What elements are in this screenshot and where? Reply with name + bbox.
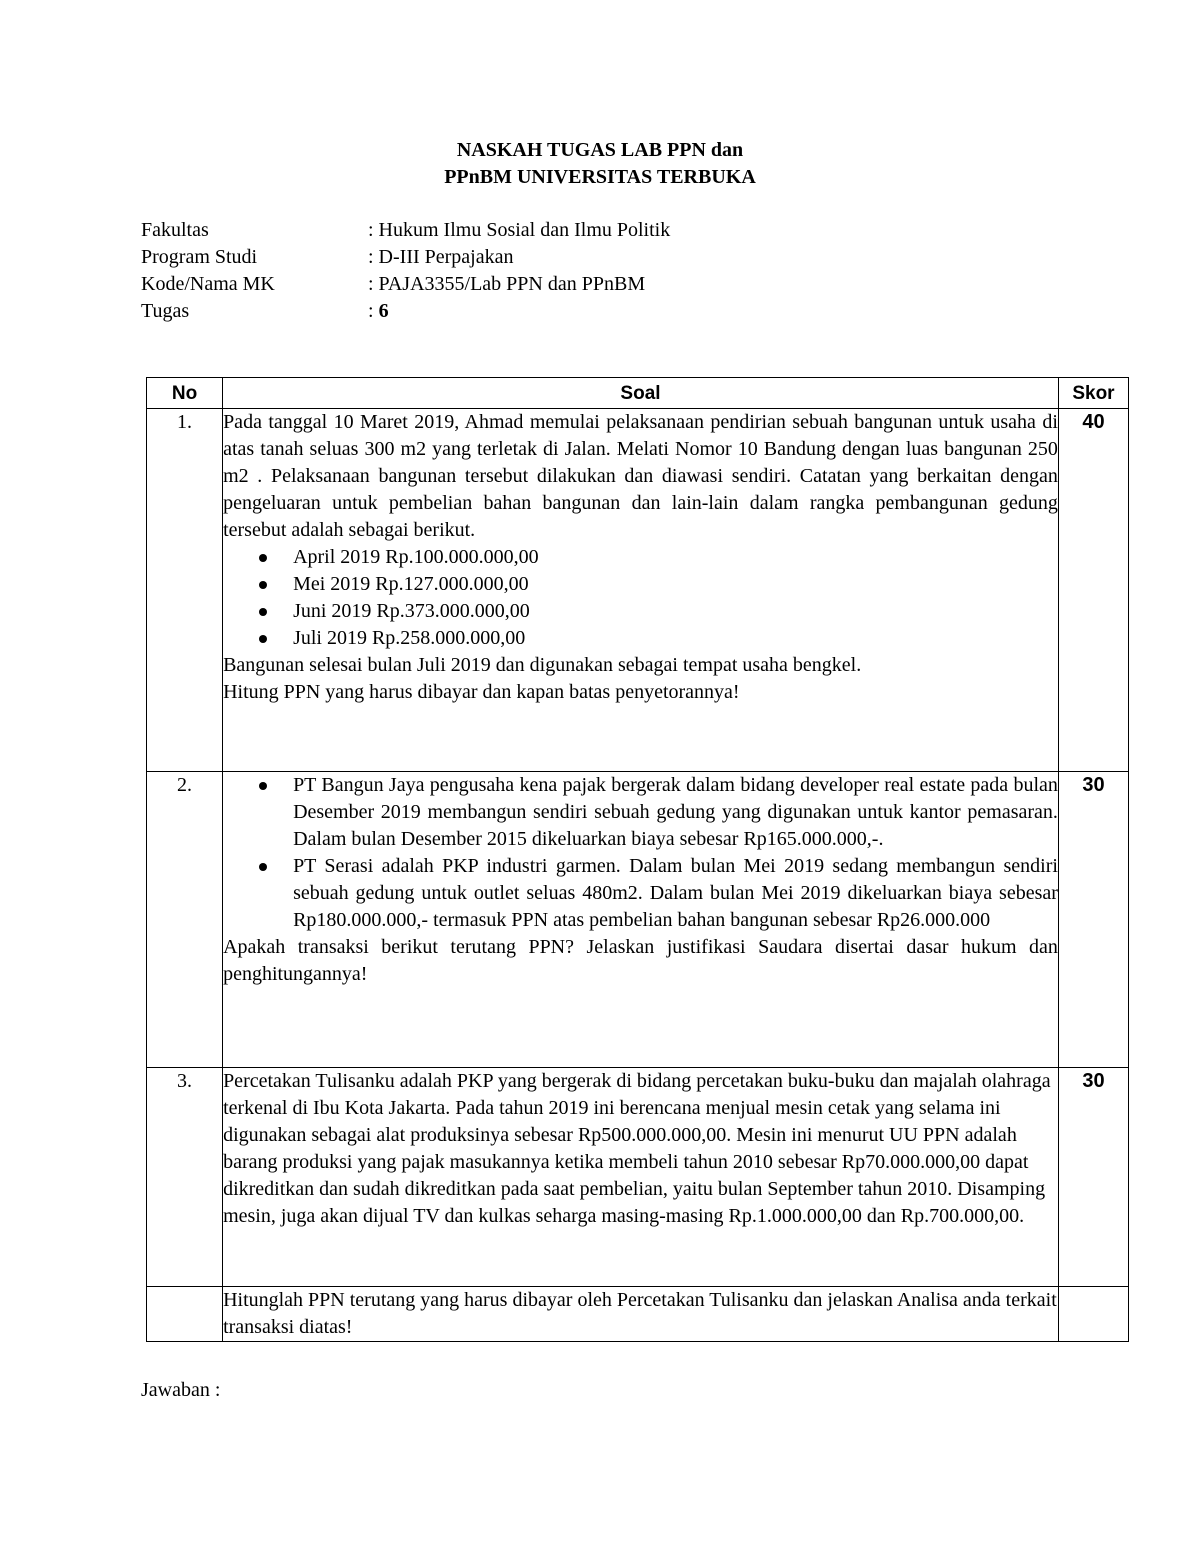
meta-row-tugas	[141, 298, 670, 325]
list-item-text: April 2019 Rp.100.000.000,00	[293, 546, 539, 568]
meta-value: 6	[378, 300, 389, 322]
question-instruction: Apakah transaksi berikut terutang PPN? Jelaskan justifikasi Saudara disertai dasar hukum dan penghitungannya!	[223, 936, 1058, 985]
table-row	[147, 1068, 1129, 1287]
course-info	[141, 217, 670, 325]
question-text	[223, 1068, 1059, 1287]
meta-row-kode-mk	[141, 271, 670, 298]
meta-separator: :	[368, 300, 379, 322]
bullet-icon	[259, 782, 267, 790]
question-number-empty	[147, 1287, 223, 1342]
meta-label: Fakultas	[141, 219, 209, 241]
bullet-icon	[259, 635, 267, 643]
table-row	[147, 772, 1129, 1068]
bullet-icon	[259, 863, 267, 871]
meta-label: Program Studi	[141, 246, 258, 268]
header-skor: Skor	[1058, 378, 1128, 409]
expense-list	[223, 544, 1058, 652]
question-text	[223, 1287, 1059, 1342]
question-instruction: Hitung PPN yang harus dibayar dan kapan batas penyetorannya!	[223, 681, 740, 703]
header-soal: Soal	[223, 378, 1059, 409]
bullet-icon	[259, 554, 267, 562]
list-item-text: Mei 2019 Rp.127.000.000,00	[293, 573, 529, 595]
list-item	[223, 772, 1058, 853]
question-score-empty	[1058, 1287, 1128, 1342]
table-row	[147, 409, 1129, 772]
question-text	[223, 409, 1059, 772]
meta-value: : PAJA3355/Lab PPN dan PPnBM	[368, 273, 646, 295]
document-title-line1: NASKAH TUGAS LAB PPN dan	[456, 139, 744, 161]
list-item-text: Juli 2019 Rp.258.000.000,00	[293, 627, 526, 649]
case-list	[223, 772, 1058, 934]
bullet-icon	[259, 581, 267, 589]
question-intro: Pada tanggal 10 Maret 2019, Ahmad memulai pelaksanaan pendirian sebuah bangunan untuk usaha di atas tanah seluas 300 m2 yang terletak di Jalan. Melati Nomor 10 Bandung dengan luas bangunan 250 m2 . Pelaksanaan bangunan tersebut dilakukan dan diawasi sendiri. Catatan yang berkaitan dengan pengeluaran untuk pembelian bahan bangunan dan lain-lain dalam rangka pembangunan gedung tersebut adalah sebagai berikut.	[223, 411, 1058, 541]
answer-label: Jawaban :	[141, 1379, 221, 1401]
meta-value: : Hukum Ilmu Sosial dan Ilmu Politik	[368, 219, 671, 241]
list-item-text: PT Bangun Jaya pengusaha kena pajak bergerak dalam bidang developer real estate pada bulan Desember 2019 membangun sendiri sebuah gedung yang digunakan untuk kantor pemasaran. Dalam bulan Desember 2015 dikeluarkan biaya sebesar Rp165.000.000,-.	[293, 774, 1058, 850]
question-number: 3.	[147, 1068, 223, 1287]
list-item	[223, 853, 1058, 934]
question-text	[223, 772, 1059, 1068]
meta-label: Kode/Nama MK	[141, 273, 275, 295]
table-row	[147, 1287, 1129, 1342]
list-item	[223, 571, 1058, 598]
question-table	[146, 377, 1129, 1342]
question-body: Percetakan Tulisanku adalah PKP yang bergerak di bidang percetakan buku-buku dan majalah olahraga terkenal di Ibu Kota Jakarta. Pada tahun 2019 ini berencana menjual mesin cetak yang selama ini digunakan sebagai alat produksinya sebesar Rp500.000.000,00. Mesin ini menurut UU PPN adalah barang produksi yang pajak masukannya ketika membeli tahun 2010 sebesar Rp70.000.000,00 dapat dikreditkan dan sudah dikreditkan pada saat pembelian, yaitu bulan September tahun 2010. Disamping mesin, juga akan dijual TV dan kulkas seharga masing-masing Rp.1.000.000,00 dan Rp.700.000,00.	[223, 1070, 1051, 1227]
question-outro: Bangunan selesai bulan Juli 2019 dan digunakan sebagai tempat usaha bengkel.	[223, 654, 862, 676]
meta-value: : D-III Perpajakan	[368, 246, 514, 268]
bullet-icon	[259, 608, 267, 616]
list-item-text: PT Serasi adalah PKP industri garmen. Dalam bulan Mei 2019 sedang membangun sendiri sebuah gedung untuk outlet seluas 480m2. Dalam bulan Mei 2019 dikeluarkan biaya sebesar Rp180.000.000,- termasuk PPN atas pembelian bahan bangunan sebesar Rp26.000.000	[293, 855, 1058, 931]
header-no: No	[147, 378, 223, 409]
question-instruction: Hitunglah PPN terutang yang harus dibayar oleh Percetakan Tulisanku dan jelaskan Analisa anda terkait transaksi diatas!	[223, 1289, 1057, 1338]
question-score: 30	[1058, 772, 1128, 1068]
meta-row-fakultas	[141, 217, 670, 244]
list-item	[223, 598, 1058, 625]
question-score: 30	[1058, 1068, 1128, 1287]
list-item-text: Juni 2019 Rp.373.000.000,00	[293, 600, 530, 622]
question-score: 40	[1058, 409, 1128, 772]
document-title-line2: PPnBM UNIVERSITAS TERBUKA	[444, 166, 756, 188]
meta-row-program-studi	[141, 244, 670, 271]
list-item	[223, 544, 1058, 571]
question-number: 2.	[147, 772, 223, 1068]
table-header-row	[147, 378, 1129, 409]
list-item	[223, 625, 1058, 652]
question-number: 1.	[147, 409, 223, 772]
meta-label: Tugas	[141, 300, 190, 322]
